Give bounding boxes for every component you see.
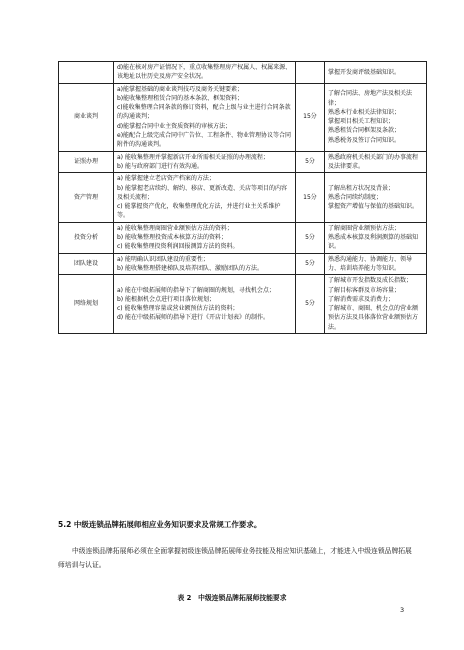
points-cell: 5分 [296,151,325,173]
requirement-item: b) 能掌握老店续约、解约、移店、更新改造、关店等项目的内容及相关流程； [117,184,288,201]
skills-table [58,61,427,334]
table-caption: 表 2 中级连锁品牌拓展师技能要求 [177,594,287,602]
category-cell: 商业谈判 [59,83,114,151]
knowledge-item: 熟悉沟通能力、协调能力、领导力、培训培养能力等知识。 [328,255,413,272]
table-row [59,62,427,84]
knowledge-item: 熟悉政府机关相关部门的办事流程及法律要求。 [328,153,419,170]
knowledge-item: 了解目标客群及市场容量； [328,286,401,294]
knowledge-cell [325,151,427,173]
knowledge-item: 了解城市开发指数及成长指数； [328,277,413,285]
section-heading: 5.2 中级连锁品牌拓展师相应业务知识要求及常规工作要求。 [58,520,262,529]
knowledge-cell [325,62,427,84]
requirements-cell [114,62,296,84]
points-cell: 5分 [296,253,325,275]
requirement-item: c) 能收集整理容量或营业额预估方法的资料； [117,305,239,313]
knowledge-item: 熟悉租赁合同框架及条款； [328,127,401,135]
requirement-item: a) 能掌握建立老店资产档案的方法； [117,175,215,183]
requirement-item: d)能在核对房产证情况下，重点收集整理房产权属人、权属来源、该地址以往历史及房产安全状况。 [117,64,292,81]
category-cell: 团队建设 [59,253,114,275]
requirements-cell [114,275,296,334]
requirement-item: b) 能收集整理搭建梯队及培养团队、激励团队的方法。 [117,264,264,272]
points-cell: 5分 [296,275,325,334]
knowledge-item: 了解消费需求及消费力； [328,295,395,303]
points-cell: 5分 [296,222,325,253]
requirement-item: c) 能掌握资产优化，收集整理优化方法，并进行业主关系维护等。 [117,203,281,220]
knowledge-item: 掌握项目相关工程知识； [328,118,395,126]
requirement-item: a) 能明确认识团队建设的重要性； [117,255,209,263]
requirement-item: a) 能在中级拓展师的指导下了解商圈的规划，寻找机会点； [117,286,275,294]
knowledge-cell [325,222,427,253]
page-number: 3 [400,606,405,614]
points-cell: 15分 [296,83,325,151]
requirement-item: c)能收集整理合同条款的修订资料，配合上级与业主进行合同条款的沟通谈判； [117,104,291,121]
knowledge-item: 了解出租方状况及背景； [328,184,395,192]
requirement-item: e)能配合上级完成合同中广告位、工程条件、物业管理协议等合同附件的沟通谈判。 [117,132,292,149]
requirement-item: b) 能与政府部门进行有效沟通。 [117,162,204,170]
requirement-item: a)能掌握基础的商业谈判技巧及商务关键要素； [117,85,244,93]
requirement-item: d) 能在中级拓展师的指导下进行《开店计划表》的制作。 [117,314,270,322]
points-cell [296,62,325,84]
category-cell: 网络规划 [59,275,114,334]
requirement-item: b)能收集整理租赁合同的基本条款、框架资料； [117,94,244,102]
knowledge-item: 掌握开发商评级基础知识。 [328,68,401,76]
knowledge-item: 熟悉成本核算及利润测算的基础知识。 [328,234,419,251]
requirement-item: b) 能根据机会点进行项目落位规划； [117,295,216,303]
knowledge-cell [325,83,427,151]
requirement-item: a) 能收集整理商圈营业额预估方法的资料； [117,224,233,232]
table-row [59,253,427,275]
category-cell [59,62,114,84]
requirement-item: c) 能收集整理投资利润回报测算方法的资料。 [117,243,239,251]
knowledge-item: 熟悉税务及签订合同知识。 [328,136,401,144]
knowledge-cell [325,253,427,275]
requirements-cell [114,253,296,275]
requirements-cell [114,151,296,173]
knowledge-cell [325,275,427,334]
table-row [59,222,427,253]
requirement-item: a) 能收集整理并掌握新店开业所需相关证照的办理流程； [117,153,269,161]
knowledge-item: 掌握资产增值与保值的基础知识。 [328,203,419,211]
points-cell: 15分 [296,173,325,222]
requirement-item: d)能掌握合同中业主资质资料的审核方法； [117,122,232,130]
requirement-item: b) 能收集整理投资成本核算方法的资料； [117,234,228,242]
requirements-cell [114,173,296,222]
table-row [59,151,427,173]
table-row [59,275,427,334]
knowledge-cell [325,173,427,222]
knowledge-item: 了解城市、商圈、机会点的营业额预估方法及具体落位营业额预估方法。 [328,305,419,331]
category-cell: 证照办理 [59,151,114,173]
knowledge-item: 了解合同法、房地产法及相关法律； [328,90,413,107]
knowledge-item: 熟悉合同续约制度； [328,193,383,201]
table-row [59,83,427,151]
requirements-cell [114,222,296,253]
knowledge-item: 了解商圈营业额预估方法； [328,224,401,232]
requirements-cell [114,83,296,151]
category-cell: 投资分析 [59,222,114,253]
table-row [59,173,427,222]
body-paragraph: 中级连锁品牌拓展师必须在全面掌握初级连锁品牌拓展师业务技能及相应知识基础上，才能进入中级连锁品牌拓展师培训与认证。 [58,547,412,569]
category-cell: 资产管理 [59,173,114,222]
knowledge-item: 熟悉本行业相关法律知识； [328,108,401,116]
